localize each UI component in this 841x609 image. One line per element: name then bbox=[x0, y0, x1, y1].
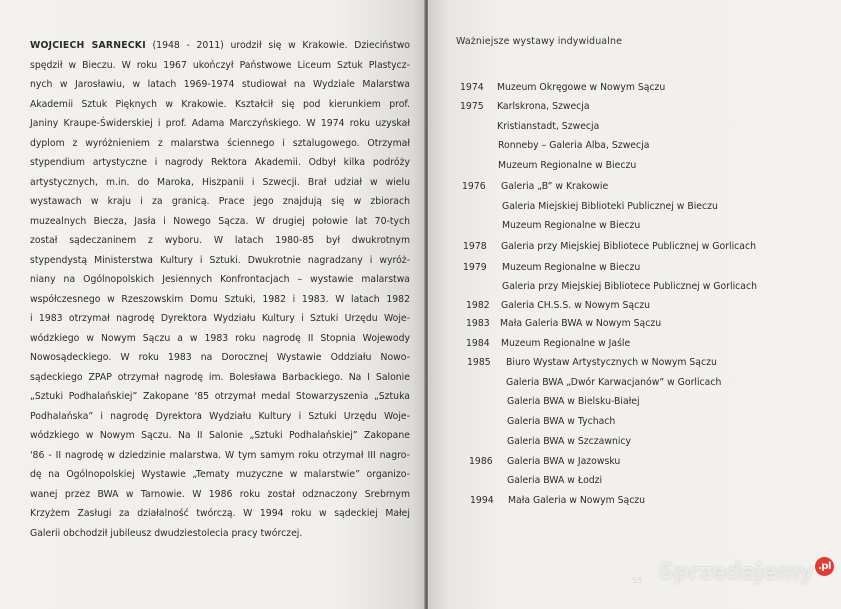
exhibition-venue: Galeria przy Miejskiej Bibliotece Publicznej w Gorlicach bbox=[502, 281, 757, 292]
bio-line: muzealnych Biecza, Jasła i Nowego Sącza. W drugiej połowie lat 70-tych bbox=[30, 215, 410, 227]
exhibition-venue: Galeria BWA w Łodzi bbox=[507, 475, 603, 486]
bio-line: został sądeczaninem z wyboru. W latach 1980-85 był dwukrotnym bbox=[30, 235, 410, 246]
page-number: 55 bbox=[632, 576, 643, 585]
bio-line: wystawach w kraju i za granicą. Prace jego znajdują się w zbiorach bbox=[30, 196, 410, 207]
exhibition-year: 1978 bbox=[463, 241, 487, 252]
bio-line: stypendium artystyczne i nagrody Rektora Akademii. Odbył kilka podróży bbox=[30, 157, 410, 168]
exhibition-venue: Muzeum Regionalne w Bieczu bbox=[502, 220, 641, 231]
exhibition-venue: Galeria BWA w Tychach bbox=[507, 416, 616, 427]
bio-line: wódzkiego w Nowym Sączu. Na II Salonie „Sztuki Podhalańskiej” Zakopane bbox=[30, 430, 410, 441]
bio-line: współczesnego w Rzeszowskim Domu Sztuki, 1982 i 1983. W latach 1982 bbox=[30, 293, 410, 305]
exhibition-year: 1986 bbox=[469, 456, 493, 467]
bio-line: Akademii Sztuk Pięknych w Krakowie. Kształcił się pod kierunkiem prof. bbox=[30, 98, 410, 110]
exhibition-venue: Galeria BWA „Dwór Karwacjanów” w Gorlicach bbox=[506, 377, 722, 388]
bio-line: dę na Ogólnopolskiej Wystawie „Tematy muzyczne w malarstwie” organizo- bbox=[30, 469, 410, 480]
exhibition-venue: Muzeum Regionalne w Jaśle bbox=[501, 338, 631, 349]
exhibition-venue: Galeria przy Miejskiej Bibliotece Publicznej w Gorlicach bbox=[501, 241, 756, 252]
exhibition-year: 1975 bbox=[460, 101, 484, 112]
bio-line: niany na Ogólnopolskich Jesiennych Konfrontacjach – wystawie malarstwa bbox=[30, 274, 410, 285]
bio-line: wanej przez BWA w Tarnowie. W 1986 roku został odznaczony Srebrnym bbox=[30, 488, 410, 500]
bio-line: Janiny Kraupe-Świderskiej i prof. Adama Marczyńskiego. W 1974 roku uzyskał bbox=[30, 118, 410, 129]
bio-line: spędził w Bieczu. W roku 1967 ukończył Państwowe Liceum Sztuk Plastycz- bbox=[30, 59, 410, 71]
exhibition-venue: Muzeum Okręgowe w Nowym Sączu bbox=[497, 82, 666, 93]
exhibition-venue: Karlskrona, Szwecja bbox=[497, 101, 590, 112]
exhibition-venue: Biuro Wystaw Artystycznych w Nowym Sączu bbox=[506, 357, 717, 368]
exhibition-year: 1985 bbox=[467, 357, 491, 368]
exhibition-venue: Galeria „B” w Krakowie bbox=[501, 181, 609, 192]
bio-line: Krzyżem Zasługi za działalność twórczą. W 1994 roku w sądeckiej Małej bbox=[30, 508, 410, 519]
exhibition-year: 1983 bbox=[466, 318, 490, 329]
bio-line: WOJCIECH SARNECKI (1948 - 2011) urodził się w Krakowie. Dzieciństwo bbox=[30, 40, 410, 51]
bio-line: wódzkiego w Nowym Sączu a w 1983 roku nagrodę II Stopnia Wojewody bbox=[30, 332, 410, 344]
exhibition-venue: Mała Galeria BWA w Nowym Sączu bbox=[500, 318, 662, 329]
bio-line: '86 - II nagrodę w dziedzinie malarstwa. W tym samym roku otrzymał III nagro- bbox=[30, 449, 410, 461]
artist-name: WOJCIECH SARNECKI bbox=[30, 40, 146, 51]
bio-line: sądeckiego ZPAP otrzymał nagrodę im. Bolesława Barbackiego. Na I Salonie bbox=[30, 371, 410, 383]
bio-line: nych w Jarosławiu, w latach 1969-1974 studiował na Wydziale Malarstwa bbox=[30, 79, 410, 90]
bio-line: Galerii obchodził jubileusz dwudziestolecia pracy twórczej. bbox=[30, 527, 303, 539]
exhibition-venue: Galeria BWA w Szczawnicy bbox=[507, 436, 632, 447]
exhibition-year: 1984 bbox=[466, 338, 490, 349]
exhibition-venue: Muzeum Regionalne w Bieczu bbox=[498, 160, 637, 171]
bio-line: artystycznych, m.in. do Maroka, Hiszpanii i Szwecji. Brał udział w wielu bbox=[30, 176, 410, 188]
bio-line: „Sztuki Podhalańskiej” Zakopane '85 otrzymał medal Stowarzyszenia „Sztuka bbox=[30, 391, 410, 402]
exhibitions-heading: Ważniejsze wystawy indywidualne bbox=[456, 36, 623, 47]
exhibition-year: 1982 bbox=[466, 300, 490, 311]
exhibition-year: 1976 bbox=[462, 181, 486, 192]
bio-line: i 1983 otrzymał nagrodę Dyrektora Wydziału Kultury i Sztuki Urzędu Woje- bbox=[30, 313, 410, 324]
watermark-logo: Sprzedajemy $^{.pl}$ bbox=[658, 560, 834, 585]
exhibition-venue: Galeria CH.S.S. w Nowym Sączu bbox=[501, 300, 651, 311]
bio-line: dyplom z wyróżnieniem z malarstwa ściennego i sztalugowego. Otrzymał bbox=[30, 137, 410, 149]
bio-line: Nowosądeckiego. W roku 1983 na Dorocznej Wystawie Oddziału Nowo- bbox=[30, 352, 410, 363]
exhibition-venue: Galeria BWA w Bielsku-Białej bbox=[507, 396, 640, 407]
bio-line: Podhalańska” i nagrodę Dyrektora Wydziału Kultury i Sztuki Urzędu Woje- bbox=[30, 410, 410, 422]
biography-text bbox=[30, 36, 410, 543]
exhibition-year: 1974 bbox=[460, 82, 484, 93]
exhibition-venue: Mała Galeria w Nowym Sączu bbox=[508, 495, 646, 506]
exhibition-venue: Kristianstadt, Szwecja bbox=[497, 121, 600, 132]
exhibition-venue: Ronneby – Galeria Alba, Szwecja bbox=[498, 140, 650, 151]
exhibition-venue: Muzeum Regionalne w Bieczu bbox=[502, 262, 641, 273]
bio-line: stypendystą Ministerstwa Kultury i Sztuki. Dwukrotnie nagradzany i wyróż- bbox=[30, 254, 410, 266]
exhibition-venue: Galeria BWA w Jazowsku bbox=[507, 456, 621, 467]
exhibition-year: 1994 bbox=[470, 495, 494, 506]
exhibition-venue: Galeria Miejskiej Biblioteki Publicznej w Bieczu bbox=[502, 201, 718, 212]
exhibition-year: 1979 bbox=[463, 262, 487, 273]
